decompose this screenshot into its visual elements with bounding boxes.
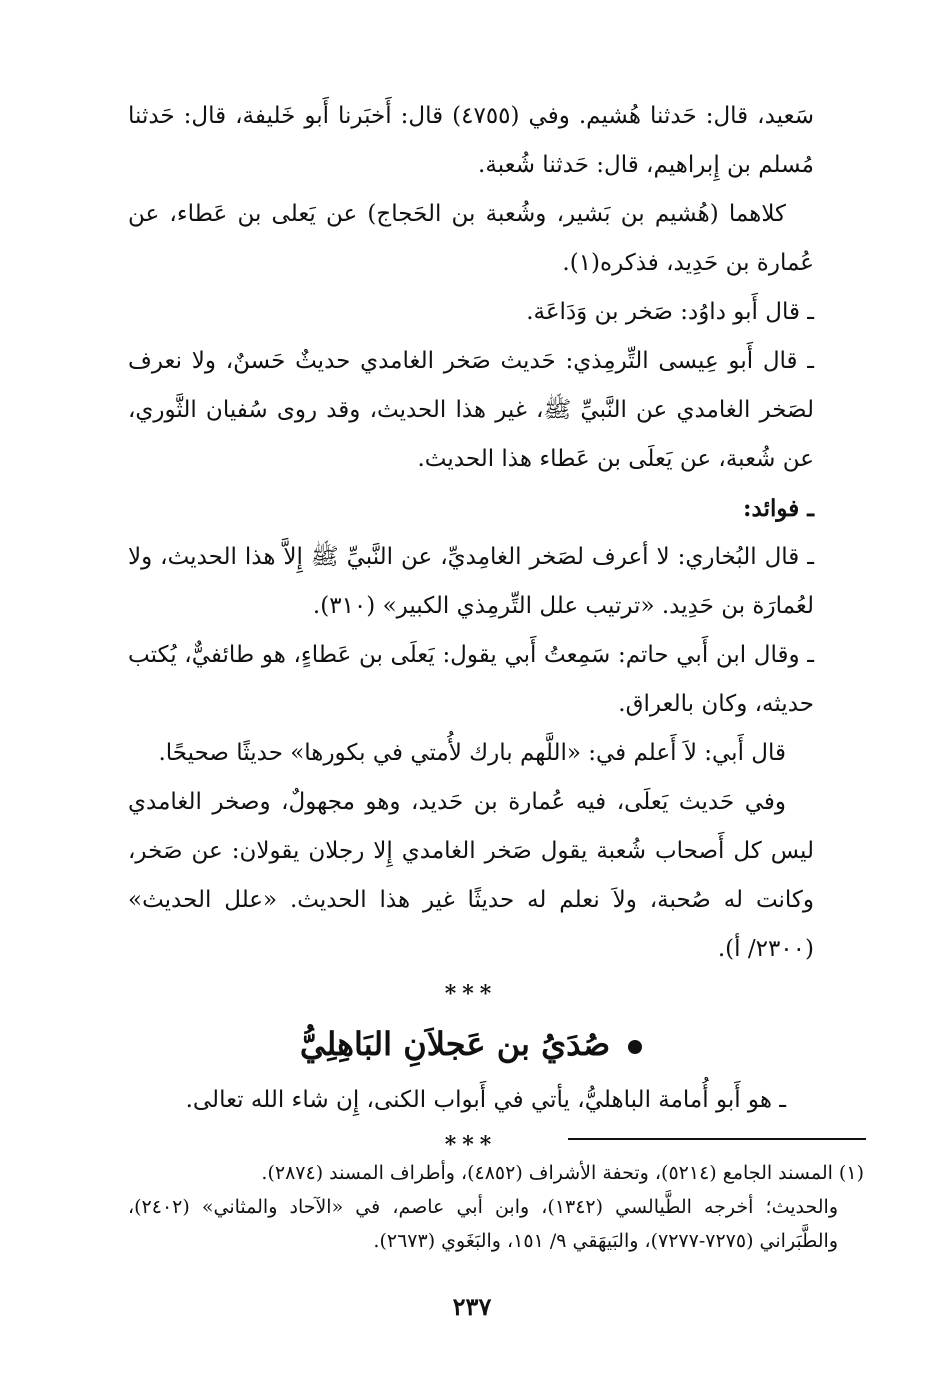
- entry-text: ـ هو أَبو أُمامة الباهليُّ، يأتي في أَبواب الكنى، إِن شاء الله تعالى.: [185, 1087, 786, 1113]
- bullet-icon: [628, 1040, 642, 1054]
- footnotes: [128, 1156, 864, 1258]
- footnote-1-continued: والحديث؛ أخرجه الطَّيالسي (١٣٤٢)، وابن أبي عاصم، في «الآحاد والمثاني» (٢٤٠٢)، والطَّبَراني (٧٢٧٥-٧٢٧٧)، والبَيهَقي ٩/ ١٥١، والبَغَوي (٢٦٧٣).: [128, 1196, 838, 1252]
- footnote-divider: [568, 1138, 866, 1140]
- page-number: ٢٣٧: [452, 1292, 492, 1321]
- paragraph-1: سَعيد، قال: حَدثنا هُشيم. وفي (٤٧٥٥) قال: أَخبَرنا أَبو خَليفة، قال: حَدثنا مُسلم بن إِبراهيم، قال: حَدثنا شُعبة.: [128, 103, 814, 178]
- entry-title: [128, 1016, 814, 1072]
- paragraph-8: قال أَبي: لاَ أَعلم في: «اللَّهم بارك لأُمتي في بكورها» حديثًا صحيحًا.: [158, 740, 786, 766]
- benefits-heading: ـ فوائد:: [743, 495, 814, 522]
- paragraph-2: كلاهما (هُشيم بن بَشير، وشُعبة بن الحَجاج) عن يَعلى بن عَطاء، عن عُمارة بن حَدِيد، فذكره(١).: [128, 201, 814, 276]
- section-separator-end: ***: [444, 1132, 498, 1158]
- paragraph-7: ـ وقال ابن أَبي حاتم: سَمِعتُ أَبي يقول: يَعلَى بن عَطاءٍ، هو طائفيٌّ، يُكتب حديثه، وكان بالعراق.: [128, 642, 814, 717]
- paragraph-3: ـ قال أَبو داوُد: صَخر بن وَدَاعَة.: [526, 299, 814, 325]
- entry-title-text: صُدَيُ بن عَجلاَنِ البَاهِلِيُّ: [299, 1025, 611, 1063]
- section-separator: ***: [444, 981, 498, 1007]
- main-text: [128, 92, 814, 1165]
- paragraph-6: ـ قال البُخاري: لا أعرف لصَخر الغامِديِّ، عن النَّبيِّ ﷺ إِلاَّ هذا الحديث، ولا لعُمارَة بن حَدِيد. «ترتيب علل التِّرمِذي الكبير» (٣١٠).: [128, 544, 814, 619]
- paragraph-4: ـ قال أَبو عِيسى التِّرمِذي: حَديث صَخر الغامدي حديثٌ حَسنٌ، ولا نعرف لصَخر الغامدي عن النَّبيِّ ﷺ، غير هذا الحديث، وقد روى سُفيان الثَّوري، عن شُعبة، عن يَعلَى بن عَطاء هذا الحديث.: [128, 348, 814, 472]
- paragraph-9: وفي حَديث يَعلَى، فيه عُمارة بن حَديد، وهو مجهولٌ، وصخر الغامدي ليس كل أَصحاب شُعبة يقول صَخر الغامدي إِلا رجلان يقولان: عن صَخر، وكانت له صُحبة، ولاَ نعلم له حديثًا غير هذا الحديث. «علل الحديث» (٢٣٠٠/ أ).: [128, 789, 814, 962]
- footnote-1: (١) المسند الجامع (٥٢١٤)، وتحفة الأشراف (٤٨٥٢)، وأطراف المسند (٢٨٧٤).: [261, 1162, 864, 1184]
